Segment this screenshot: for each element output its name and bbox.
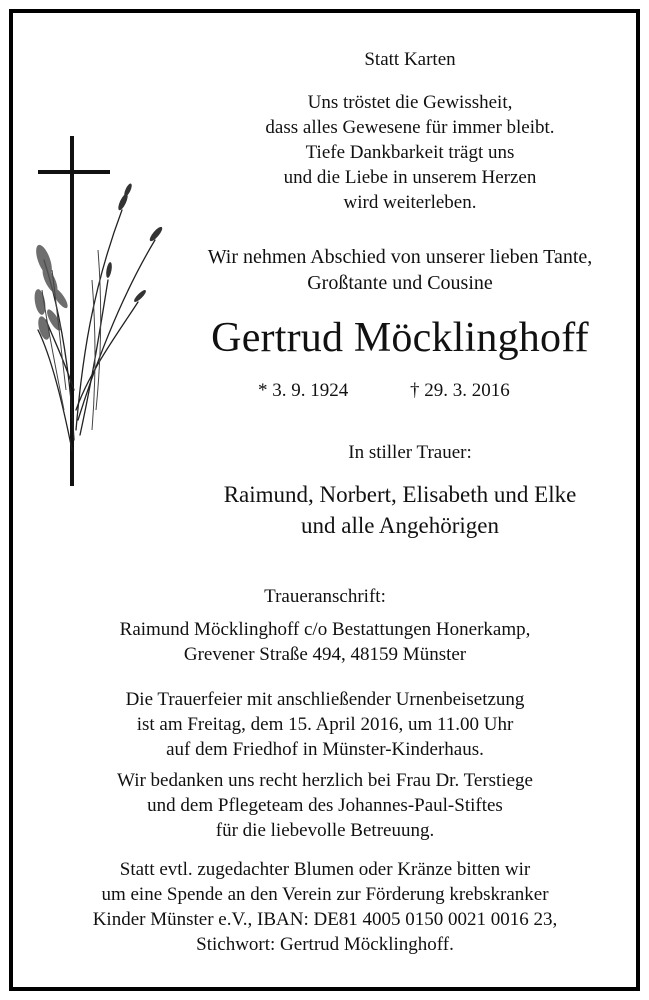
thanks-line: und dem Pflegeteam des Johannes-Paul-Stiftes (147, 795, 503, 816)
birth-date: * 3. 9. 1924 (258, 380, 349, 401)
poem-line: dass alles Gewesene für immer bleibt. (265, 117, 555, 138)
ceremony-line: ist am Freitag, dem 15. April 2016, um 11.00 Uhr (136, 714, 514, 735)
donation-line: Stichwort: Gertrud Möcklinghoff. (196, 934, 454, 955)
address-line: Raimund Möcklinghoff c/o Bestattungen Honerkamp, (119, 619, 531, 640)
poem-line: und die Liebe in unserem Herzen (283, 167, 537, 188)
ceremony-line: auf dem Friedhof in Münster-Kinderhaus. (166, 739, 484, 760)
cross-with-wheat-icon (30, 130, 180, 490)
poem-line: Tiefe Dankbarkeit trägt uns (305, 142, 515, 163)
donation-line: um eine Spende an den Verein zur Förderung krebskranker (101, 884, 549, 905)
death-date: † 29. 3. 2016 (410, 380, 510, 401)
address-block (20, 617, 630, 667)
intro-line: Großtante und Cousine (307, 272, 493, 294)
header-text: Statt Karten (364, 49, 456, 70)
ceremony-line: Die Trauerfeier mit anschließender Urnenbeisetzung (125, 689, 525, 710)
address-line: Grevener Straße 494, 48159 Münster (183, 644, 467, 665)
mourners-line: und alle Angehörigen (300, 513, 499, 538)
poem-line: Uns tröstet die Gewissheit, (307, 92, 513, 113)
poem-line: wird weiterleben. (343, 192, 477, 213)
donation-block (20, 857, 630, 957)
poem-block (190, 90, 630, 215)
thanks-block (20, 768, 630, 843)
intro-line: Wir nehmen Abschied von unserer lieben Tante, (207, 246, 593, 268)
mourners-line: Raimund, Norbert, Elisabeth und Elke (223, 482, 577, 507)
thanks-line: Wir bedanken uns recht herzlich bei Frau Dr. Terstiege (117, 770, 533, 791)
mourning-label: In stiller Trauer: (348, 442, 472, 463)
mourners-block (160, 479, 640, 541)
address-label: Traueranschrift: (264, 586, 386, 607)
deceased-name: Gertrud Möcklinghoff (211, 315, 589, 361)
ceremony-block (20, 687, 630, 762)
donation-line: Statt evtl. zugedachter Blumen oder Kränze bitten wir (119, 859, 531, 880)
thanks-line: für die liebevolle Betreuung. (215, 820, 435, 841)
donation-line: Kinder Münster e.V., IBAN: DE81 4005 0150 0021 0016 23, (92, 909, 558, 930)
intro-block (160, 244, 640, 296)
